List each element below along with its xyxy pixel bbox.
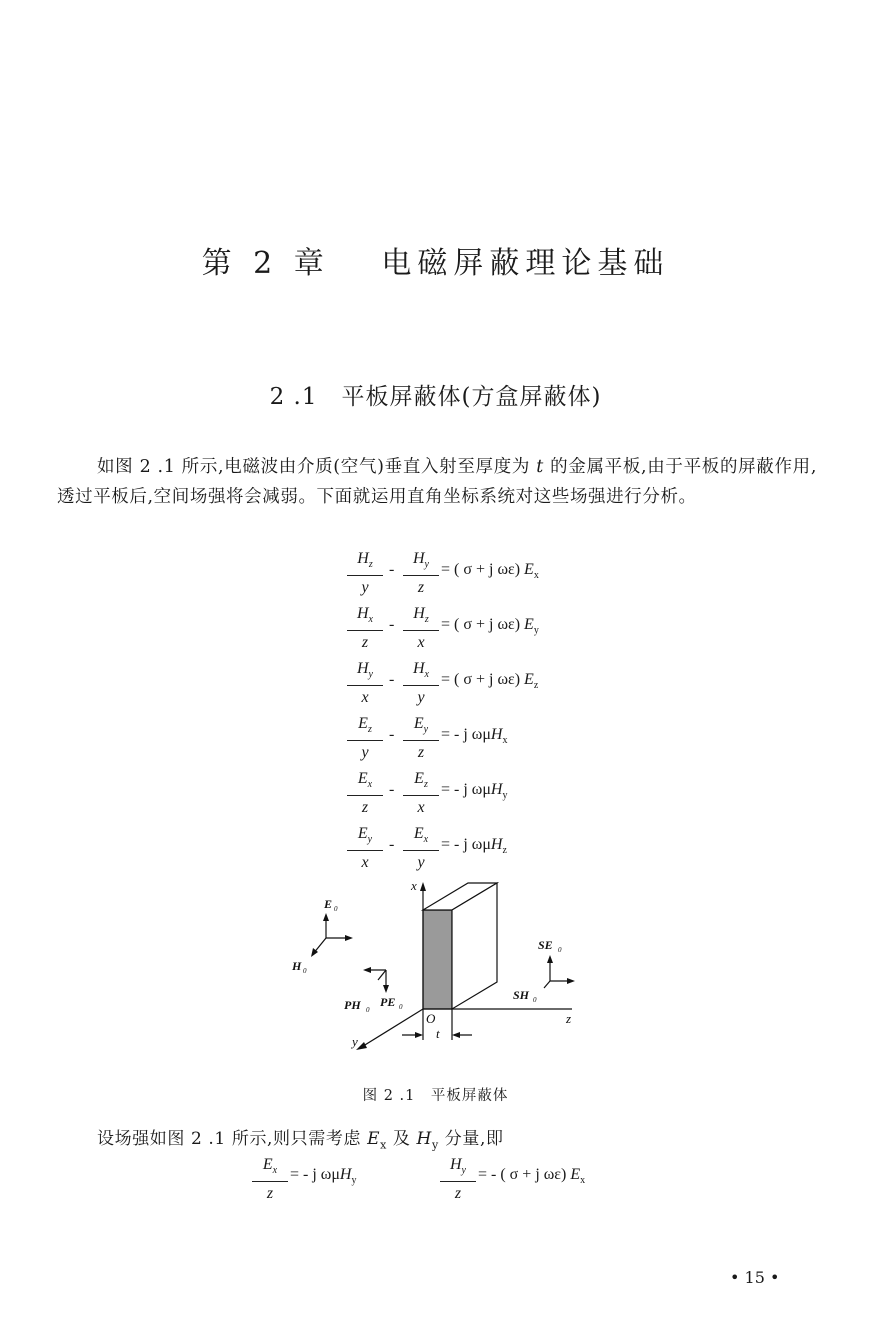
y-axis-label: y (352, 1034, 358, 1049)
h0-label: H (292, 959, 302, 973)
fraction-ex-z: $\frac{E_x}{z}$ (252, 1154, 288, 1206)
figure-plate-shield (280, 878, 590, 1062)
svg-text:0: 0 (533, 996, 537, 1004)
e0-label: E (324, 897, 333, 911)
fraction-term-2: $\frac{H_x}{y}$ (403, 658, 439, 710)
minus-sign: - (389, 836, 395, 853)
svg-text:0: 0 (366, 1006, 370, 1014)
field-paragraph: 设场强如图 2 .1 所示,则只需考虑 $E_x$ 及 $H_y$ 分量,即 (97, 1129, 504, 1152)
fraction-term-1: $\frac{H_x}{z}$ (347, 603, 383, 655)
equation-rhs: = ( σ + j ωε) $E_z$ (441, 671, 539, 692)
x-axis-arrow (420, 882, 426, 891)
svg-text:0: 0 (303, 967, 307, 975)
minus-sign: - (389, 561, 395, 578)
fraction-term-1: $\frac{E_x}{z}$ (347, 768, 383, 820)
pe0-label: PE (380, 995, 396, 1009)
chapter-title: 第 2 章 电磁屏蔽理论基础 (201, 246, 670, 281)
se0-label: SE (538, 938, 553, 952)
equation-rhs: = - j ωμH$_x$ (441, 726, 508, 747)
svg-text:0: 0 (334, 905, 338, 913)
sh0-label: SH (513, 988, 530, 1002)
y-axis (360, 1009, 423, 1048)
maxwell-equation (347, 548, 587, 596)
maxwell-equation (347, 713, 587, 761)
svg-text:0: 0 (399, 1003, 403, 1011)
fraction-term-1: $\frac{E_y}{x}$ (347, 823, 383, 875)
fraction-hy-z: $\frac{H_y}{z}$ (440, 1154, 476, 1206)
x-axis-label: x (411, 878, 417, 893)
minus-sign: - (389, 671, 395, 688)
equation-rhs: = - j ωμH$_y$ (441, 781, 508, 802)
maxwell-equation (347, 768, 587, 816)
origin-label: O (426, 1011, 436, 1026)
maxwell-equation (347, 603, 587, 651)
fraction-term-2: $\frac{E_x}{y}$ (403, 823, 439, 875)
intro-text-part2: 的金属平板,由于平板的屏蔽作用,透过平板后,空间场强将会减弱。下面就运用直角坐标系统对这些场强进行分析。 (57, 457, 817, 507)
fraction-term-2: $\frac{H_z}{x}$ (403, 603, 439, 655)
equation-rhs: = ( σ + j ωε) $E_x$ (441, 561, 539, 582)
fraction-term-2: $\frac{H_y}{z}$ (403, 548, 439, 600)
ph0-diag (378, 970, 386, 980)
page-number: • 15 • (730, 1268, 780, 1287)
fraction-term-2: $\frac{E_y}{z}$ (403, 713, 439, 765)
fraction-term-2: $\frac{E_z}{x}$ (403, 768, 439, 820)
thickness-label: t (436, 1026, 440, 1041)
intro-text-part1: 如图 2 .1 所示,电磁波由介质(空气)垂直入射至厚度为 (97, 457, 537, 477)
bottom-equation-1: $\frac{E_x}{z}$ = - j ωμH$_y$ (252, 1154, 452, 1204)
bottom-equation-2: $\frac{H_y}{z}$ = - ( σ + j ωε) $E_x$ (440, 1154, 660, 1204)
z-axis-label: z (566, 1011, 572, 1026)
sh0-vector (544, 981, 550, 988)
plate-front-face (423, 910, 452, 1009)
equation-rhs: = - j ωμH$_z$ (441, 836, 507, 857)
plate-shield-diagram (280, 878, 590, 1058)
svg-text:0: 0 (558, 946, 562, 954)
maxwell-equation (347, 658, 587, 706)
hy-symbol: H (416, 1129, 432, 1149)
figure-caption: 图 2 .1 平板屏蔽体 (362, 1088, 509, 1104)
ph0-label: PH (344, 998, 361, 1012)
fraction-term-1: $\frac{E_z}{y}$ (347, 713, 383, 765)
minus-sign: - (389, 726, 395, 743)
fraction-term-1: $\frac{H_y}{x}$ (347, 658, 383, 710)
maxwell-equation (347, 823, 587, 871)
equation-rhs: = ( σ + j ωε) $E_y$ (441, 616, 539, 637)
intro-paragraph (57, 452, 817, 512)
thickness-symbol: t (536, 457, 544, 477)
minus-sign: - (389, 616, 395, 633)
fraction-term-1: $\frac{H_z}{y}$ (347, 548, 383, 600)
minus-sign: - (389, 781, 395, 798)
section-title: 2 .1 平板屏蔽体(方盒屏蔽体) (269, 384, 602, 410)
ex-symbol: E (367, 1129, 381, 1149)
